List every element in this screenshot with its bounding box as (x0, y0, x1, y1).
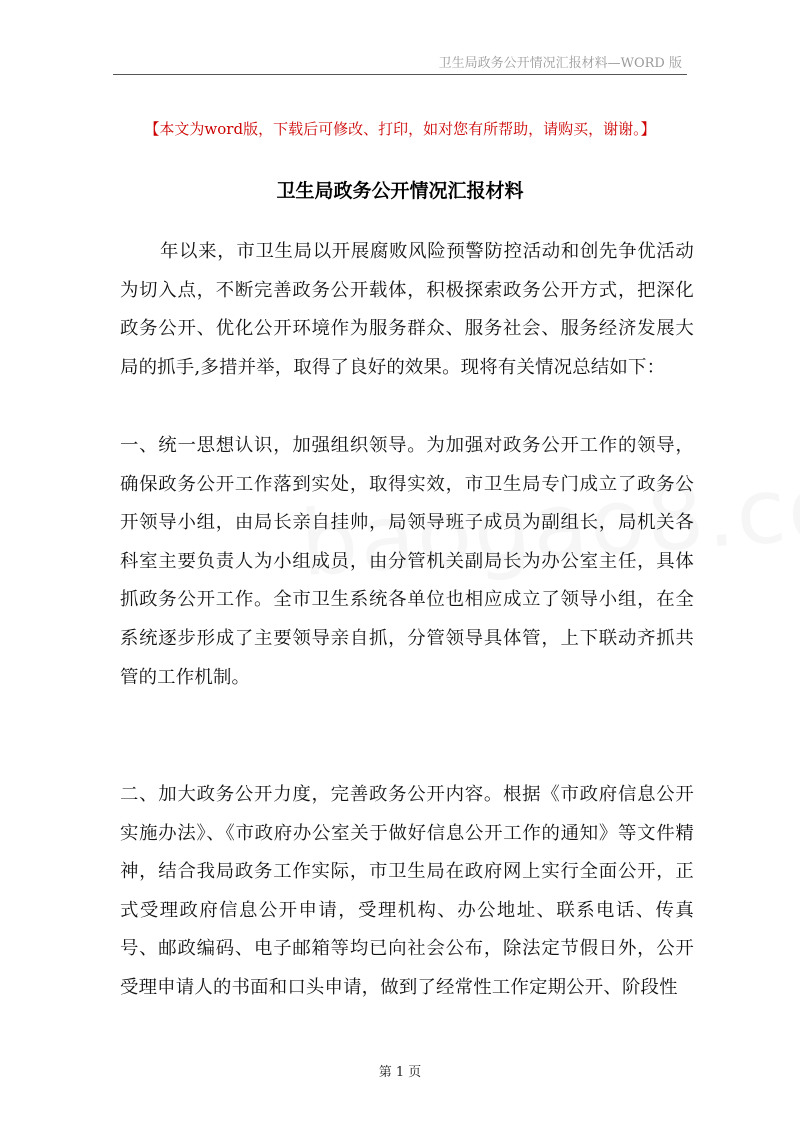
purchase-notice: 【本文为word版，下载后可修改、打印，如对您有所帮助，请购买，谢谢。】 (144, 120, 656, 138)
running-header: 卫生局政务公开情况汇报材料—WORD 版 (438, 56, 682, 71)
paragraph-section-2: 二、加大政务公开力度，完善政务公开内容。根据《市政府信息公开实施办法》、《市政府办公室关于做好信息公开工作的通知》等文件精神，结合我局政务工作实际，市卫生局在政府网上实行全面公开，正式受理政府信息公开申请，受理机构、办公地址、联系电话、传真号、邮政编码、电子邮箱等均已向社会公布，除法定节假日外，公开受理申请人的书面和口头申请，做到了经常性工作定期公开、阶段性 (120, 784, 694, 998)
paragraph-intro: 年以来，市卫生局以开展腐败风险预警防控活动和创先争优活动为切入点，不断完善政务公开载体，积极探索政务公开方式，把深化政务公开、优化公开环境作为服务群众、服务社会、服务经济发展大局的抓手,多措并举，取得了良好的效果。现将有关情况总结如下： (120, 241, 694, 378)
document-title: 卫生局政务公开情况汇报材料 (276, 180, 524, 202)
paragraph-section-1: 一、统一思想认识，加强组织领导。为加强对政务公开工作的领导，确保政务公开工作落到实处，取得实效，市卫生局专门成立了政务公开领导小组，由局长亲自挂帅，局领导班子成员为副组长，局机关各科室主要负责人为小组成员，由分管机关副局长为办公室主任，具体抓政务公开工作。全市卫生系统各单位也相应成立了领导小组，在全系统逐步形成了主要领导亲自抓，分管领导具体管，上下联动齐抓共管的工作机制。 (120, 435, 694, 688)
page-number: 第 1 页 (378, 1065, 422, 1080)
header-divider (113, 74, 687, 75)
